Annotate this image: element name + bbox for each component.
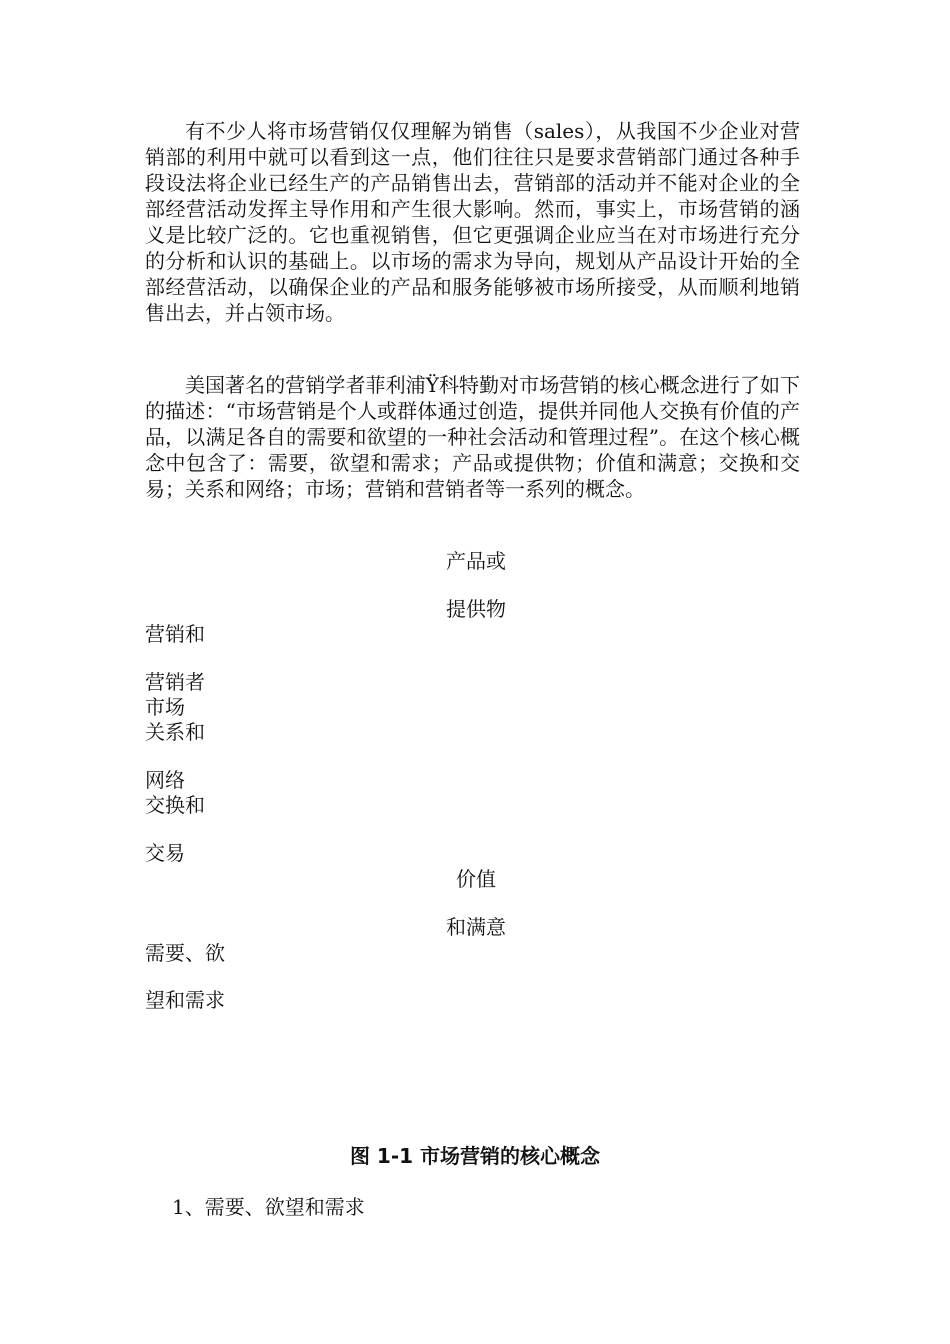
diagram-label-product-2: 提供物 [446, 597, 506, 621]
definition-paragraph: 美国著名的营销学者菲利浦Ÿ科特勤对市场营销的核心概念进行了如下的描述：“市场营销是个人或群体通过创造，提供并同他人交换有价值的产品，以满足各自的需要和欲望的一种社会活动和管理过程”。在这个核心概念中包含了：需要，欲望和需求；产品或提供物；价值和满意；交换和交易；关系和网络；市场；营销和营销者等一系列的概念。 [145, 373, 800, 501]
diagram-label-value-2: 和满意 [446, 915, 506, 939]
section-heading: 1、需要、欲望和需求 [172, 1195, 365, 1219]
intro-paragraph: 有不少人将市场营销仅仅理解为销售（sales），从我国不少企业对营销部的利用中就可以看到这一点，他们往往只是要求营销部门通过各种手段设法将企业已经生产的产品销售出去，营销部的活动并不能对企业的全部经营活动发挥主导作用和产生很大影响。然而，事实上，市场营销的涵义是比较广泛的。它也重视销售，但它更强调企业应当在对市场进行充分的分析和认识的基础上。以市场的需求为导向，规划从产品设计开始的全部经营活动，以确保企业的产品和服务能够被市场所接受，从而顺利地销售出去，并占领市场。 [145, 119, 800, 325]
diagram-label-relation-2: 网络 [145, 768, 185, 792]
diagram-label-marketer-1: 营销和 [145, 622, 205, 646]
diagram-label-needs-1: 需要、欲 [145, 941, 225, 965]
diagram-label-relation-1: 关系和 [145, 720, 205, 744]
diagram-label-needs-2: 望和需求 [145, 988, 225, 1012]
diagram-label-product-1: 产品或 [446, 549, 506, 573]
figure-caption: 图 1-1 市场营销的核心概念 [349, 1144, 601, 1168]
diagram-label-exchange-2: 交易 [145, 841, 185, 865]
diagram-label-value-1: 价值 [456, 867, 496, 891]
diagram-label-market: 市场 [145, 695, 185, 719]
diagram-label-marketer-2: 营销者 [145, 670, 205, 694]
diagram-label-exchange-1: 交换和 [145, 793, 205, 817]
